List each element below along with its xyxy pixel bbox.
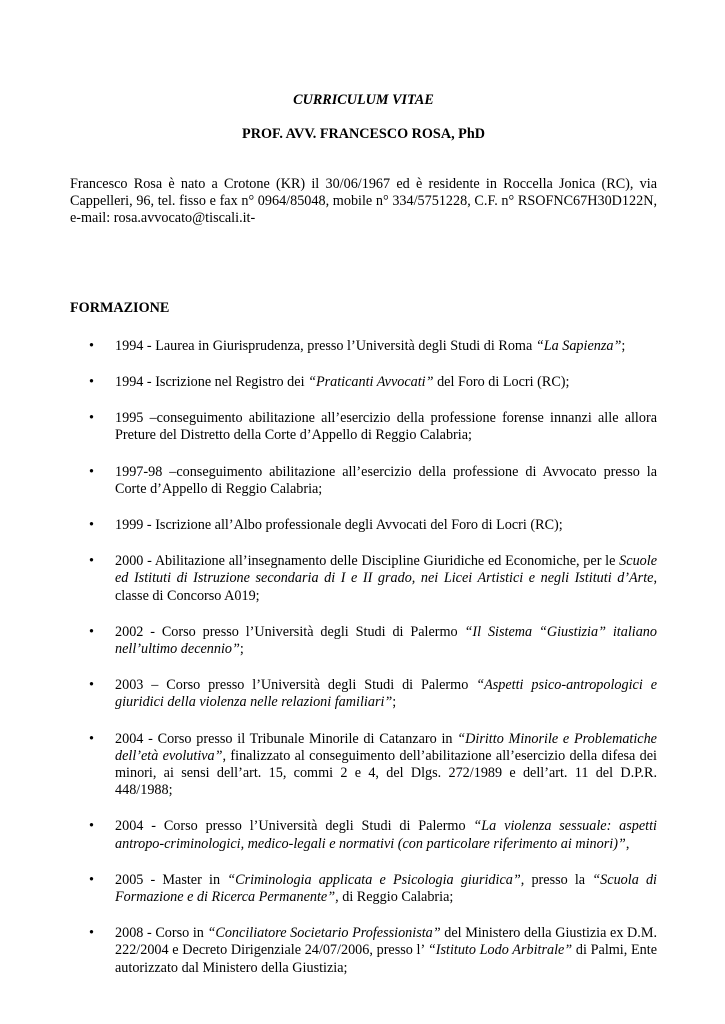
item-text-italic: “Aspetti psico-antropologici e giuridici della violenza nelle relazioni familiari” [115,677,657,711]
item-text-italic: “La Sapienza” [535,337,622,354]
document-title: CURRICULUM VITAE [293,92,434,108]
bullet-icon: • [89,337,94,354]
item-text: , classe di Concorso A019; [115,570,657,604]
item-text: , [625,835,630,852]
bullet-icon: • [89,871,94,888]
education-item [70,338,657,355]
item-text: 2004 - Corso presso l’Università degli Studi di Palermo [115,818,474,835]
item-text-italic: “Praticanti Avvocati” [308,374,434,391]
item-text: 1994 - Laurea in Giurisprudenza, presso l’Università degli Studi di Roma [115,337,536,354]
bullet-icon: • [89,677,94,694]
item-text: del Ministero della Giustizia ex D.M. 222/2004 e Decreto Dirigenziale 24/07/2006, presso l’ [115,925,657,959]
education-item [70,410,657,444]
education-item [70,818,657,852]
item-text-italic: “La violenza sessuale: aspetti antropo-criminologici, medico-legali e normativi (con particolare riferimento ai minori)” [115,818,657,852]
biography-paragraph: Francesco Rosa è nato a Crotone (KR) il 30/06/1967 ed è residente in Roccella Jonica (RC), via Cappelleri, 96, tel. fisso e fax n° 0964/85048, mobile n° 334/5751228, C.F. n° RSOFNC67H30D122N, e-mail: rosa.avvocato@tiscali.it- [70,176,657,227]
bullet-icon: • [89,553,94,570]
item-text: di Palmi, Ente autorizzato dal Ministero della Giustizia; [115,942,657,976]
item-text-italic: “Criminologia applicata e Psicologia giuridica” [227,871,521,888]
item-text: 1999 - Iscrizione all’Albo professionale degli Avvocati del Foro di Locri (RC); [115,517,563,534]
education-item [70,553,657,605]
bullet-icon: • [89,463,94,480]
item-text-italic: “Diritto Minorile e Problematiche dell’età evolutiva” [115,730,657,764]
section-title-formazione: FORMAZIONE [70,299,170,316]
item-text-italic: “Il Sistema “Giustizia” italiano nell’ultimo decennio” [115,623,657,658]
item-text: ; [621,337,626,354]
education-item [70,731,657,800]
education-item [70,517,657,534]
item-text: , presso la [520,871,593,888]
bullet-icon: • [89,730,94,747]
item-text: 1997-98 –conseguimento abilitazione all’esercizio della professione di Avvocato presso la Corte d’Appello di Reggio Calabria; [115,463,657,497]
education-item [70,624,657,658]
item-text: 1994 - Iscrizione nel Registro dei [115,374,309,391]
bullet-icon: • [89,623,94,640]
bullet-icon: • [89,517,94,534]
bullet-icon: • [89,925,94,942]
item-text: , di Reggio Calabria; [335,889,454,906]
item-text: 2005 - Master in [115,871,228,888]
bullet-icon: • [89,374,94,391]
item-text-italic: Scuole ed Istituti di Istruzione secondaria di I e II grado, nei Licei Artistici e negli Istituti d’Arte [115,553,657,587]
item-text-italic: “Scuola di Formazione e di Ricerca Permanente” [115,871,657,906]
item-text-italic: “Istituto Lodo Arbitrale” [427,942,573,959]
bullet-icon: • [89,410,94,427]
item-text-italic: “Conciliatore Societario Professionista” [207,925,441,942]
bullet-icon: • [89,818,94,835]
education-item [70,464,657,498]
author-name: PROF. AVV. FRANCESCO ROSA, PhD [242,126,485,142]
document-page [70,92,657,977]
item-text: ; [392,694,397,711]
item-text: 2003 – Corso presso l’Università degli Studi di Palermo [115,677,477,694]
item-text: 1995 –conseguimento abilitazione all’esercizio della professione forense innanzi alle allora Preture del Distretto della Corte d’Appello di Reggio Calabria; [115,410,657,444]
item-text: 2002 - Corso presso l’Università degli Studi di Palermo [115,623,465,640]
item-text: 2000 - Abilitazione all’insegnamento delle Discipline Giuridiche ed Economiche, per le [115,553,620,570]
item-text: 2008 - Corso in [115,925,208,942]
education-item [70,872,657,906]
education-item [70,677,657,711]
item-text: ; [239,641,244,658]
item-text: , finalizzato al conseguimento dell’abilitazione all’esercizio della difesa dei minori, ai sensi dell’art. 15, commi 2 e 4, del Dlgs. 272/1989 e dell’art. 11 del D.P.R. 448/1988; [115,747,657,799]
education-list [70,338,657,977]
item-text: 2004 - Corso presso il Tribunale Minorile di Catanzaro in [115,730,458,747]
item-text: del Foro di Locri (RC); [433,374,570,391]
education-item [70,925,657,977]
education-item [70,374,657,391]
